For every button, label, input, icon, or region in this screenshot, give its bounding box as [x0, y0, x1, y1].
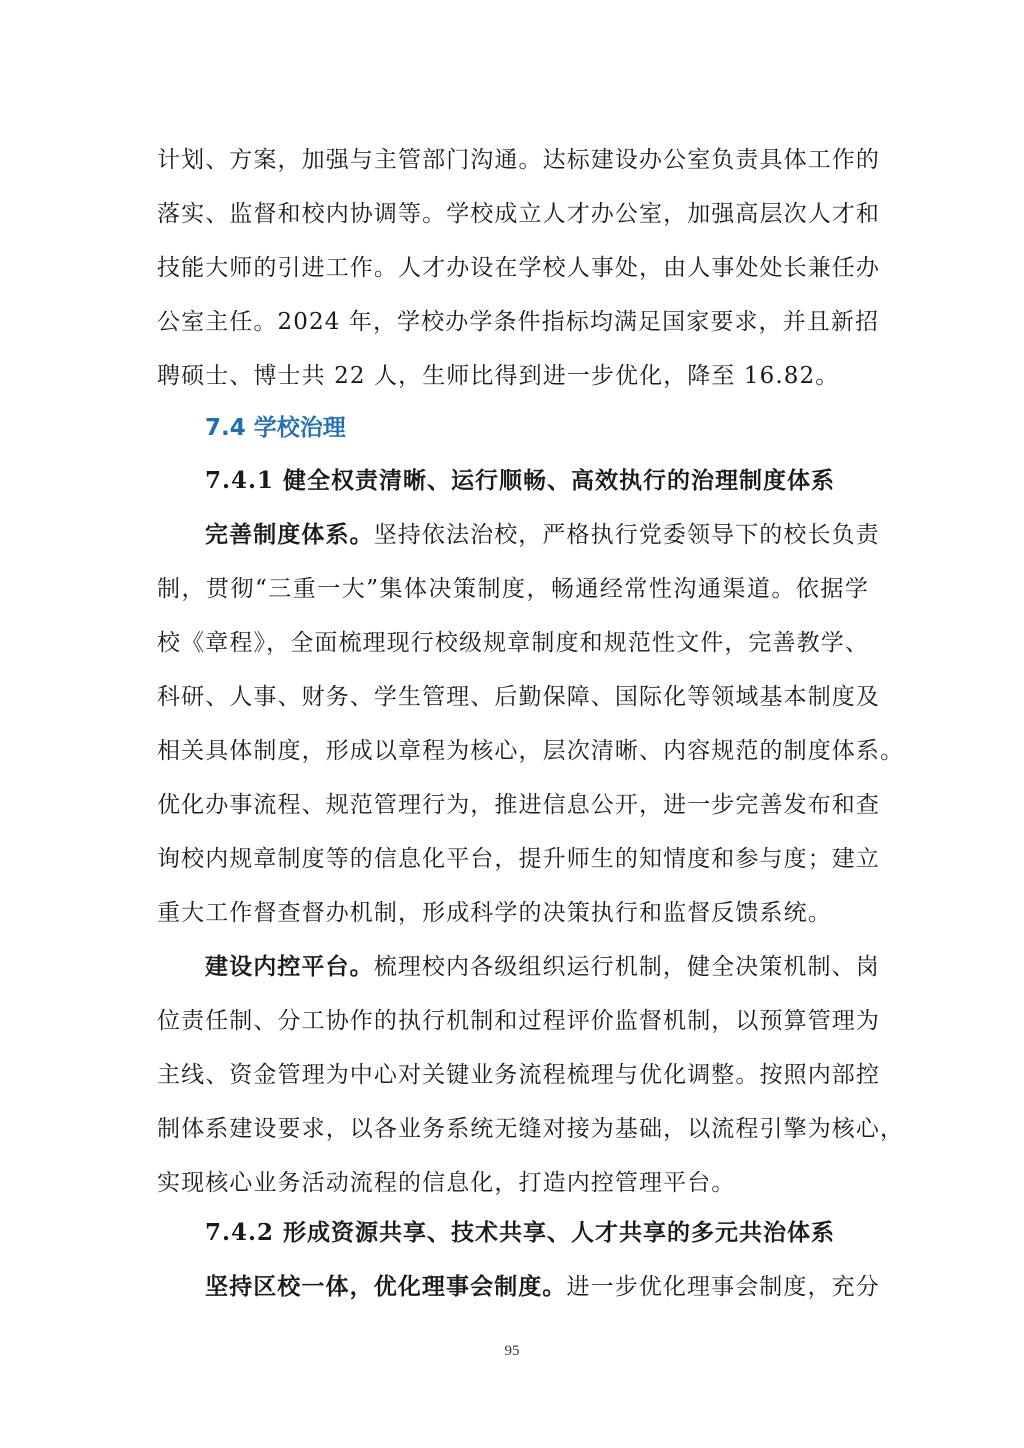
body-text-line: 相关具体制度，形成以章程为核心，层次清晰、内容规范的制度体系。 [157, 738, 905, 764]
paragraph-lead: 坚持区校一体，优化理事会制度。 [205, 1273, 567, 1300]
paragraph-lead: 建设内控平台。 [205, 953, 374, 980]
paragraph-lead: 完善制度体系。 [205, 521, 374, 548]
body-text-line: 重大工作督查督办机制，形成科学的决策执行和监督反馈系统。 [157, 900, 832, 926]
body-text-line: 计划、方案，加强与主管部门沟通。达标建设办公室负责具体工作的 [157, 147, 880, 173]
paragraph-text: 梳理校内各级组织运行机制，健全决策机制、岗 [373, 954, 880, 980]
paragraph-first-line [205, 952, 880, 982]
body-text-line: 优化办事流程、规范管理行为，推进信息公开，进一步完善发布和查 [157, 792, 880, 818]
body-text-line: 询校内规章制度等的信息化平台，提升师生的知情度和参与度；建立 [157, 846, 880, 872]
page-number: 95 [504, 1343, 520, 1359]
section-heading: 7.4 学校治理 [205, 415, 346, 441]
subsection-heading: 7.4.2 形成资源共享、技术共享、人才共享的多元共治体系 [205, 1219, 836, 1246]
paragraph-first-line [205, 1272, 880, 1302]
body-text-line: 技能大师的引进工作。人才办设在学校人事处，由人事处处长兼任办 [157, 255, 880, 281]
body-text-line: 聘硕士、博士共 22 人，生师比得到进一步优化，降至 16.82。 [157, 363, 840, 389]
body-text-line: 制，贯彻“三重一大”集体决策制度，畅通经常性沟通渠道。依据学 [157, 576, 869, 602]
body-text-line: 公室主任。2024 年，学校办学条件指标均满足国家要求，并且新招 [157, 309, 880, 335]
body-text-line: 落实、监督和校内协调等。学校成立人才办公室，加强高层次人才和 [157, 201, 880, 227]
body-text-line: 主线、资金管理为中心对关键业务流程梳理与优化调整。按照内部控 [157, 1062, 880, 1088]
subsection-heading: 7.4.1 健全权责清晰、运行顺畅、高效执行的治理制度体系 [205, 467, 836, 494]
body-text-line: 校《章程》，全面梳理现行校级规章制度和规范性文件，完善教学、 [157, 630, 869, 656]
body-text-line: 实现核心业务活动流程的信息化，打造内控管理平台。 [157, 1170, 736, 1196]
paragraph-text: 坚持依法治校，严格执行党委领导下的校长负责 [373, 522, 880, 548]
body-text-line: 位责任制、分工协作的执行机制和过程评价监督机制，以预算管理为 [157, 1008, 880, 1034]
paragraph-first-line [205, 520, 880, 550]
paragraph-text: 进一步优化理事会制度，充分 [566, 1274, 880, 1300]
body-text-line: 科研、人事、财务、学生管理、后勤保障、国际化等领域基本制度及 [157, 684, 880, 710]
body-text-line: 制体系建设要求，以各业务系统无缝对接为基础，以流程引擎为核心， [157, 1116, 905, 1142]
